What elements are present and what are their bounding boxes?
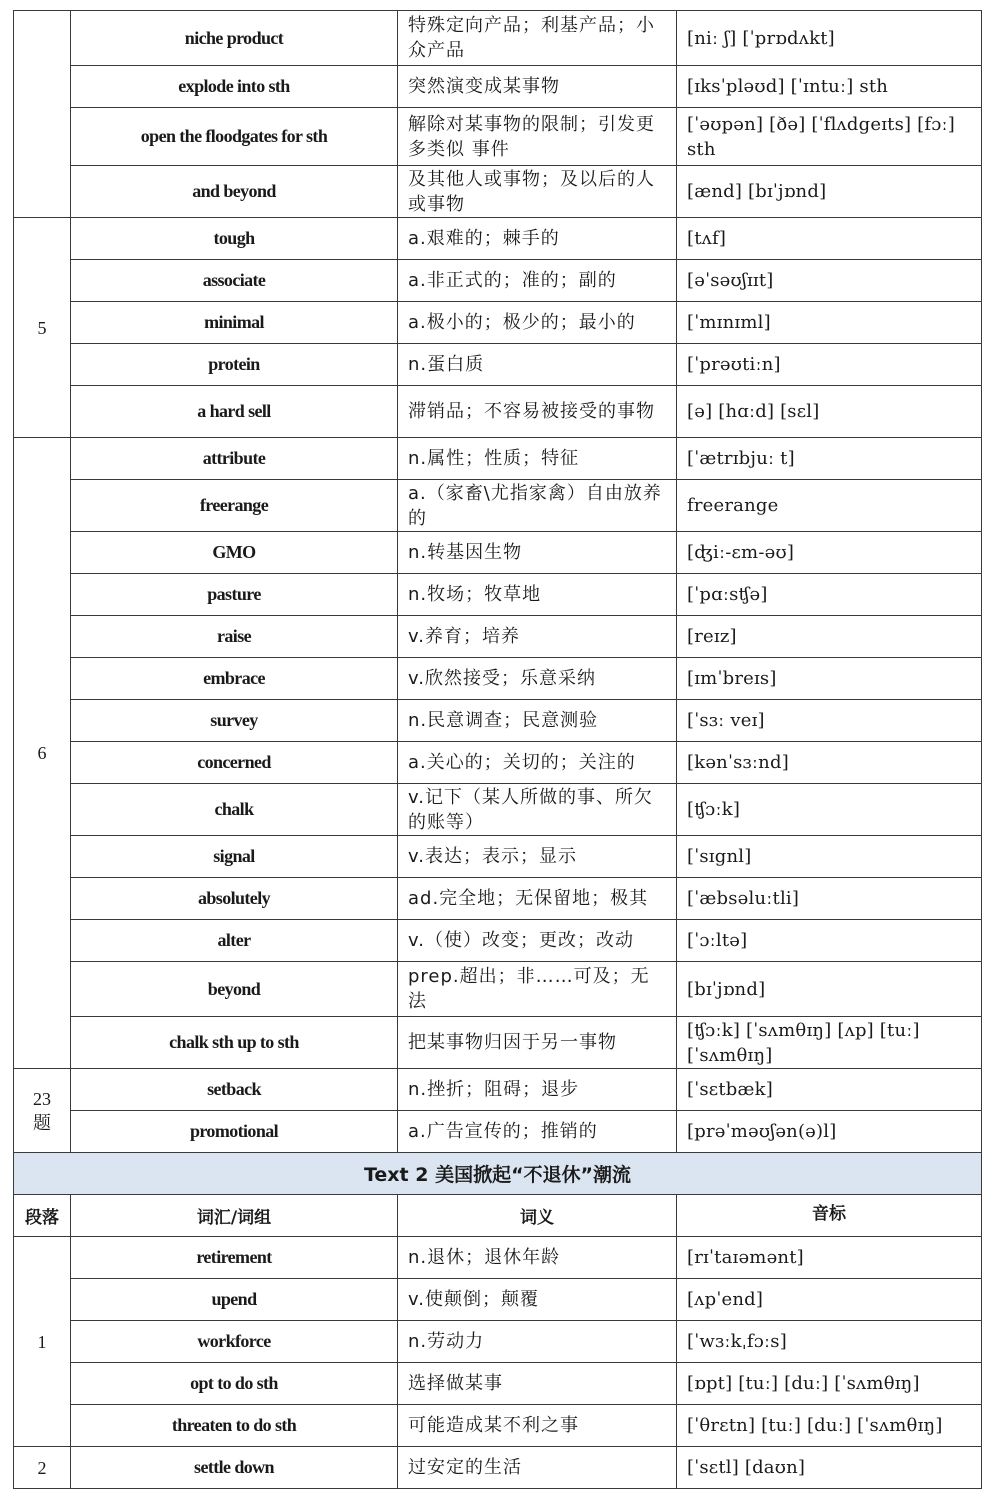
table-row [14,438,982,480]
meaning-cell: 选择做某事 [398,1363,677,1405]
meaning-cell: v.记下（某人所做的事、所欠的账等） [398,784,677,836]
meaning-cell: 解除对某事物的限制；引发更多类似 事件 [398,108,677,166]
phonetic-cell: [tʌf] [677,218,982,260]
phonetic-cell: [ˈpɑːsʧə] [677,574,982,616]
phonetic-cell: [ʧɔːk] [ˈsʌmθɪŋ] [ʌp] [tuː] [ˈsʌmθɪŋ] [677,1017,982,1069]
word-cell: tough [71,218,398,260]
paragraph-cell: 1 [14,1237,71,1447]
word-cell: settle down [71,1447,398,1489]
word-cell: signal [71,836,398,878]
meaning-cell: ad.完全地；无保留地；极其 [398,878,677,920]
meaning-cell: n.转基因生物 [398,532,677,574]
paragraph-cell: 23 题 [14,1069,71,1153]
meaning-cell: n.属性；性质；特征 [398,438,677,480]
phonetic-cell: [əˈsəʊʃɪɪt] [677,260,982,302]
phonetic-cell: [ˈsɪgnl] [677,836,982,878]
meaning-cell: a.（家畜\尤指家禽）自由放养的 [398,480,677,532]
word-cell: raise [71,616,398,658]
meaning-cell: 特殊定向产品；利基产品；小众产品 [398,11,677,66]
phonetic-cell: [rɪˈtaɪəmənt] [677,1237,982,1279]
meaning-cell: 可能造成某不利之事 [398,1405,677,1447]
phonetic-cell: [ə] [hɑːd] [sɛl] [677,386,982,438]
table-row [14,1405,982,1447]
phonetic-cell: [ænd] [bɪˈjɒnd] [677,166,982,218]
word-cell: concerned [71,742,398,784]
table-row [14,218,982,260]
section-header [14,1153,982,1237]
phonetic-cell: [ˈsɛtbæk] [677,1069,982,1111]
table-row [14,66,982,108]
phonetic-cell: [ˈæbsəluːtli] [677,878,982,920]
word-cell: attribute [71,438,398,480]
meaning-cell: prep.超出；非……可及；无法 [398,962,677,1017]
header-word: 词汇/词组 [71,1195,398,1237]
word-cell: niche product [71,11,398,66]
word-cell: embrace [71,658,398,700]
table-row [14,480,982,532]
phonetic-cell: [kənˈsɜːnd] [677,742,982,784]
phonetic-cell: [bɪˈjɒnd] [677,962,982,1017]
phonetic-cell: [ˈwɜːkˌfɔːs] [677,1321,982,1363]
word-cell: retirement [71,1237,398,1279]
table-row [14,1069,982,1111]
table-row [14,920,982,962]
meaning-cell: n.劳动力 [398,1321,677,1363]
phonetic-cell: [ˈprəʊtiːn] [677,344,982,386]
word-cell: pasture [71,574,398,616]
phonetic-cell: [ˈɔːltə] [677,920,982,962]
table-row [14,302,982,344]
phonetic-cell: [niː ʃ] [ˈprɒdʌkt] [677,11,982,66]
word-cell: a hard sell [71,386,398,438]
meaning-cell: v.（使）改变；更改；改动 [398,920,677,962]
table-row [14,658,982,700]
table-row [14,784,982,836]
meaning-cell: a.关心的；关切的；关注的 [398,742,677,784]
table-row [14,1447,982,1489]
meaning-cell: a.广告宣传的；推销的 [398,1111,677,1153]
table-row [14,616,982,658]
phonetic-cell: [ˈsɛtl] [daʊn] [677,1447,982,1489]
table-row [14,1321,982,1363]
word-cell: opt to do sth [71,1363,398,1405]
vocabulary-table [13,10,982,1489]
meaning-cell: n.牧场；牧草地 [398,574,677,616]
table-row [14,742,982,784]
word-cell: GMO [71,532,398,574]
section-title-row [14,1153,982,1195]
phonetic-cell: [ˈmɪnɪml] [677,302,982,344]
meaning-cell: v.养育；培养 [398,616,677,658]
table-row [14,1111,982,1153]
table-row [14,386,982,438]
word-cell: threaten to do sth [71,1405,398,1447]
paragraph-cell [14,11,71,218]
meaning-cell: a.非正式的；准的；副的 [398,260,677,302]
word-cell: absolutely [71,878,398,920]
table-row [14,166,982,218]
table-row [14,1017,982,1069]
word-cell: freerange [71,480,398,532]
phonetic-cell: [ɪksˈpləʊd] [ˈɪntuː] sth [677,66,982,108]
meaning-cell: 及其他人或事物；及以后的人或事物 [398,166,677,218]
word-cell: open the floodgates for sth [71,108,398,166]
meaning-cell: n.蛋白质 [398,344,677,386]
meaning-cell: v.表达；表示；显示 [398,836,677,878]
word-cell: setback [71,1069,398,1111]
header-meaning: 词义 [398,1195,677,1237]
table-row [14,836,982,878]
word-cell: upend [71,1279,398,1321]
vocab-body-bottom [14,1237,982,1489]
word-cell: promotional [71,1111,398,1153]
header-paragraph: 段落 [14,1195,71,1237]
phonetic-cell: freerange [677,480,982,532]
word-cell: survey [71,700,398,742]
vocab-body-top [14,11,982,1153]
table-row [14,260,982,302]
table-row [14,1363,982,1405]
table-row [14,344,982,386]
section-title: Text 2 美国掀起“不退休”潮流 [14,1153,982,1195]
word-cell: chalk sth up to sth [71,1017,398,1069]
table-row [14,700,982,742]
word-cell: alter [71,920,398,962]
word-cell: associate [71,260,398,302]
table-row [14,1237,982,1279]
phonetic-cell: [ɒpt] [tuː] [duː] [ˈsʌmθɪŋ] [677,1363,982,1405]
word-cell: protein [71,344,398,386]
word-cell: chalk [71,784,398,836]
meaning-cell: 突然演变成某事物 [398,66,677,108]
phonetic-cell: [ˈəʊpən] [ðə] [ˈflʌdgeɪts] [fɔː] sth [677,108,982,166]
phonetic-cell: [ʤiː-ɛm-əʊ] [677,532,982,574]
meaning-cell: 过安定的生活 [398,1447,677,1489]
phonetic-cell: [prəˈməʊʃən(ə)l] [677,1111,982,1153]
table-row [14,1279,982,1321]
phonetic-cell: [ʌpˈend] [677,1279,982,1321]
word-cell: beyond [71,962,398,1017]
phonetic-cell: [ɪmˈbreɪs] [677,658,982,700]
meaning-cell: v.欣然接受；乐意采纳 [398,658,677,700]
table-row [14,532,982,574]
meaning-cell: n.挫折；阻碍；退步 [398,1069,677,1111]
paragraph-cell: 6 [14,438,71,1069]
meaning-cell: 滞销品；不容易被接受的事物 [398,386,677,438]
phonetic-cell: [ˈætrɪbjuː t] [677,438,982,480]
word-cell: minimal [71,302,398,344]
meaning-cell: a.艰难的；棘手的 [398,218,677,260]
phonetic-cell: [ˈθrɛtn] [tuː] [duː] [ˈsʌmθɪŋ] [677,1405,982,1447]
meaning-cell: v.使颠倒；颠覆 [398,1279,677,1321]
meaning-cell: a.极小的；极少的；最小的 [398,302,677,344]
header-phonetic: 音标 [677,1195,982,1237]
table-row [14,878,982,920]
paragraph-cell: 5 [14,218,71,438]
meaning-cell: n.退休；退休年龄 [398,1237,677,1279]
phonetic-cell: [ˈsɜː veɪ] [677,700,982,742]
meaning-cell: 把某事物归因于另一事物 [398,1017,677,1069]
table-row [14,108,982,166]
table-row [14,11,982,66]
table-row [14,962,982,1017]
table-row [14,574,982,616]
phonetic-cell: [reɪz] [677,616,982,658]
word-cell: explode into sth [71,66,398,108]
paragraph-cell: 2 [14,1447,71,1489]
phonetic-cell: [ʧɔːk] [677,784,982,836]
column-header-row [14,1195,982,1237]
word-cell: workforce [71,1321,398,1363]
word-cell: and beyond [71,166,398,218]
meaning-cell: n.民意调查；民意测验 [398,700,677,742]
